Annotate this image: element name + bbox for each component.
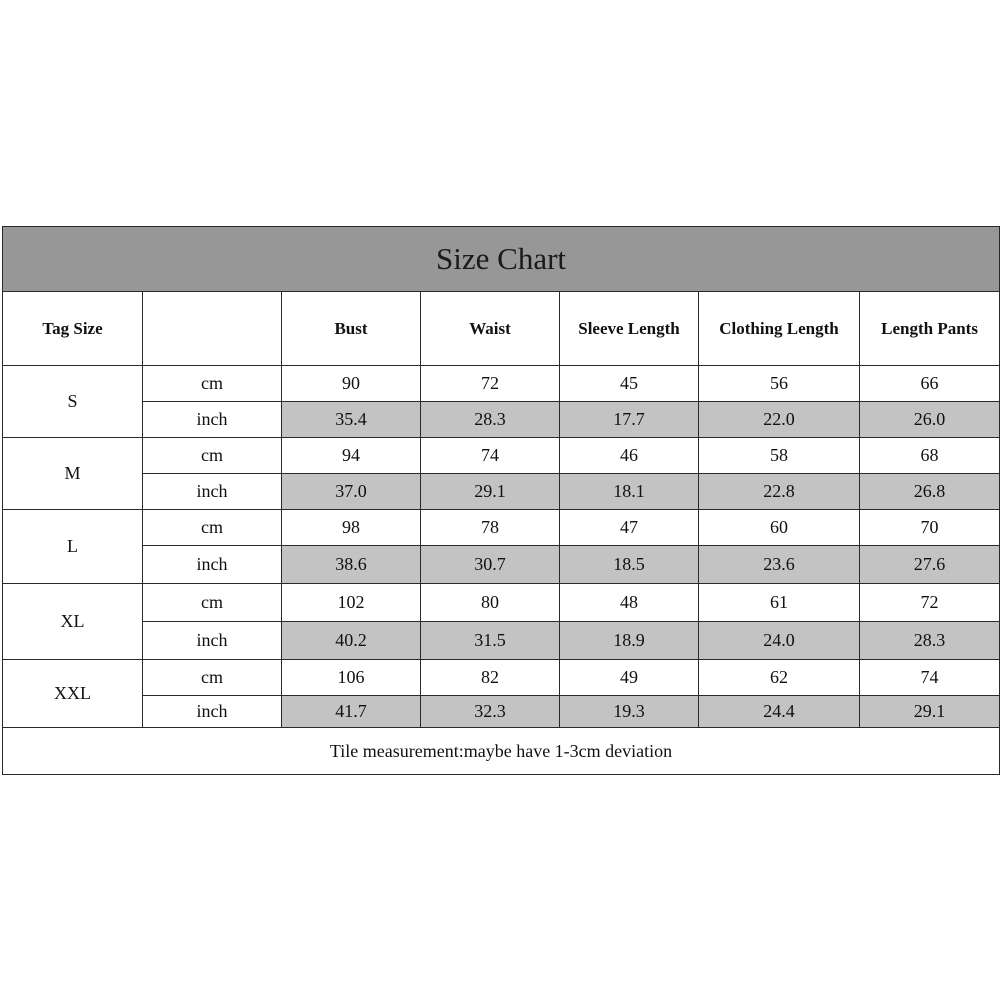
sleeve-length-value: 18.9 [560, 622, 699, 660]
clothing-length-value: 23.6 [699, 546, 860, 584]
length-pants-value: 29.1 [860, 696, 1000, 728]
tag-size-cell: XL [3, 584, 143, 660]
bust-value: 98 [282, 510, 421, 546]
unit-cell: cm [143, 438, 282, 474]
unit-cell: inch [143, 622, 282, 660]
sleeve-length-value: 19.3 [560, 696, 699, 728]
waist-value: 72 [421, 366, 560, 402]
unit-cell: inch [143, 402, 282, 438]
length-pants-value: 28.3 [860, 622, 1000, 660]
length-pants-value: 70 [860, 510, 1000, 546]
sleeve-length-value: 18.1 [560, 474, 699, 510]
length-pants-value: 72 [860, 584, 1000, 622]
bust-value: 41.7 [282, 696, 421, 728]
unit-cell: inch [143, 546, 282, 584]
waist-value: 78 [421, 510, 560, 546]
measurement-note: Tile measurement:maybe have 1-3cm deviation [3, 728, 1000, 775]
sleeve-length-value: 46 [560, 438, 699, 474]
table-row-s-inch [3, 402, 1000, 438]
waist-value: 31.5 [421, 622, 560, 660]
clothing-length-value: 61 [699, 584, 860, 622]
sleeve-length-value: 45 [560, 366, 699, 402]
header-clothing-length: Clothing Length [699, 292, 860, 366]
tag-size-cell: M [3, 438, 143, 510]
tag-size-cell: XXL [3, 660, 143, 728]
chart-title: Size Chart [3, 227, 1000, 292]
waist-value: 28.3 [421, 402, 560, 438]
clothing-length-value: 58 [699, 438, 860, 474]
sleeve-length-value: 47 [560, 510, 699, 546]
clothing-length-value: 60 [699, 510, 860, 546]
clothing-length-value: 22.0 [699, 402, 860, 438]
bust-value: 38.6 [282, 546, 421, 584]
waist-value: 82 [421, 660, 560, 696]
sleeve-length-value: 18.5 [560, 546, 699, 584]
waist-value: 32.3 [421, 696, 560, 728]
sleeve-length-value: 49 [560, 660, 699, 696]
length-pants-value: 26.8 [860, 474, 1000, 510]
unit-cell: inch [143, 696, 282, 728]
unit-cell: cm [143, 510, 282, 546]
bust-value: 90 [282, 366, 421, 402]
length-pants-value: 66 [860, 366, 1000, 402]
bust-value: 37.0 [282, 474, 421, 510]
clothing-length-value: 24.4 [699, 696, 860, 728]
clothing-length-value: 22.8 [699, 474, 860, 510]
tag-size-cell: S [3, 366, 143, 438]
tag-size-cell: L [3, 510, 143, 584]
unit-cell: cm [143, 660, 282, 696]
table-row-l-inch [3, 546, 1000, 584]
length-pants-value: 27.6 [860, 546, 1000, 584]
table-row-xxl-inch [3, 696, 1000, 728]
waist-value: 29.1 [421, 474, 560, 510]
bust-value: 35.4 [282, 402, 421, 438]
header-sleeve-length: Sleeve Length [560, 292, 699, 366]
table-row-l-cm [3, 510, 1000, 546]
size-chart-table [2, 226, 1000, 775]
unit-cell: inch [143, 474, 282, 510]
bust-value: 102 [282, 584, 421, 622]
waist-value: 30.7 [421, 546, 560, 584]
sleeve-length-value: 17.7 [560, 402, 699, 438]
header-waist: Waist [421, 292, 560, 366]
footer-row [3, 728, 1000, 775]
length-pants-value: 26.0 [860, 402, 1000, 438]
table-row-xxl-cm [3, 660, 1000, 696]
sleeve-length-value: 48 [560, 584, 699, 622]
table-row-xl-inch [3, 622, 1000, 660]
waist-value: 74 [421, 438, 560, 474]
table-row-m-inch [3, 474, 1000, 510]
table-row-xl-cm [3, 584, 1000, 622]
header-bust: Bust [282, 292, 421, 366]
clothing-length-value: 56 [699, 366, 860, 402]
header-tag-size: Tag Size [3, 292, 143, 366]
header-length-pants: Length Pants [860, 292, 1000, 366]
length-pants-value: 68 [860, 438, 1000, 474]
unit-cell: cm [143, 584, 282, 622]
title-row [3, 227, 1000, 292]
header-row [3, 292, 1000, 366]
table-row-m-cm [3, 438, 1000, 474]
header-unit [143, 292, 282, 366]
waist-value: 80 [421, 584, 560, 622]
clothing-length-value: 62 [699, 660, 860, 696]
bust-value: 40.2 [282, 622, 421, 660]
bust-value: 106 [282, 660, 421, 696]
bust-value: 94 [282, 438, 421, 474]
clothing-length-value: 24.0 [699, 622, 860, 660]
table-row-s-cm [3, 366, 1000, 402]
length-pants-value: 74 [860, 660, 1000, 696]
unit-cell: cm [143, 366, 282, 402]
